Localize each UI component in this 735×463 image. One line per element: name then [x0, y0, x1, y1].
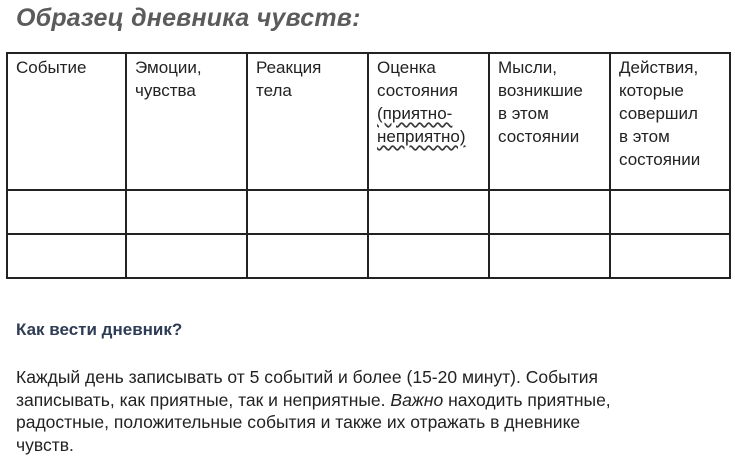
table-cell [368, 234, 489, 278]
table-cell [126, 234, 247, 278]
howto-paragraph [16, 366, 728, 456]
header-cell-state-rating: Оценка состояния (приятно- неприятно) [368, 53, 489, 190]
table-header-row [7, 53, 730, 190]
table-row [7, 234, 730, 278]
paragraph-line: чувств. [16, 434, 74, 455]
table-cell [247, 234, 368, 278]
page-title: Образец дневника чувств: [16, 4, 361, 32]
paragraph-line: записывать, как приятные, так и неприятные. Важно находить приятные, [16, 389, 611, 410]
header-cell-thoughts: Мысли, возникшие в этом состоянии [489, 53, 610, 190]
header-cell-emotions: Эмоции, чувства [126, 53, 247, 190]
table-cell [368, 190, 489, 234]
table-cell [247, 190, 368, 234]
table-cell [610, 234, 730, 278]
paragraph-line: Каждый день записывать от 5 событий и более (15-20 минут). События [16, 367, 598, 387]
feelings-diary-table [6, 52, 731, 279]
table-cell [7, 234, 126, 278]
header-cell-actions: Действия, которые совершил в этом состоянии [610, 53, 730, 190]
table-cell [7, 190, 126, 234]
paragraph-line: радостные, положительные события и также их отражать в дневнике [16, 412, 581, 432]
header-cell-event: Событие [7, 53, 126, 190]
emphasis-word: Важно [390, 389, 444, 410]
table-row [7, 190, 730, 234]
table-cell [610, 190, 730, 234]
howto-heading: Как вести дневник? [16, 320, 183, 339]
table-cell [126, 190, 247, 234]
table-cell [489, 190, 610, 234]
header-cell-body-reaction: Реакция тела [247, 53, 368, 190]
table-cell [489, 234, 610, 278]
